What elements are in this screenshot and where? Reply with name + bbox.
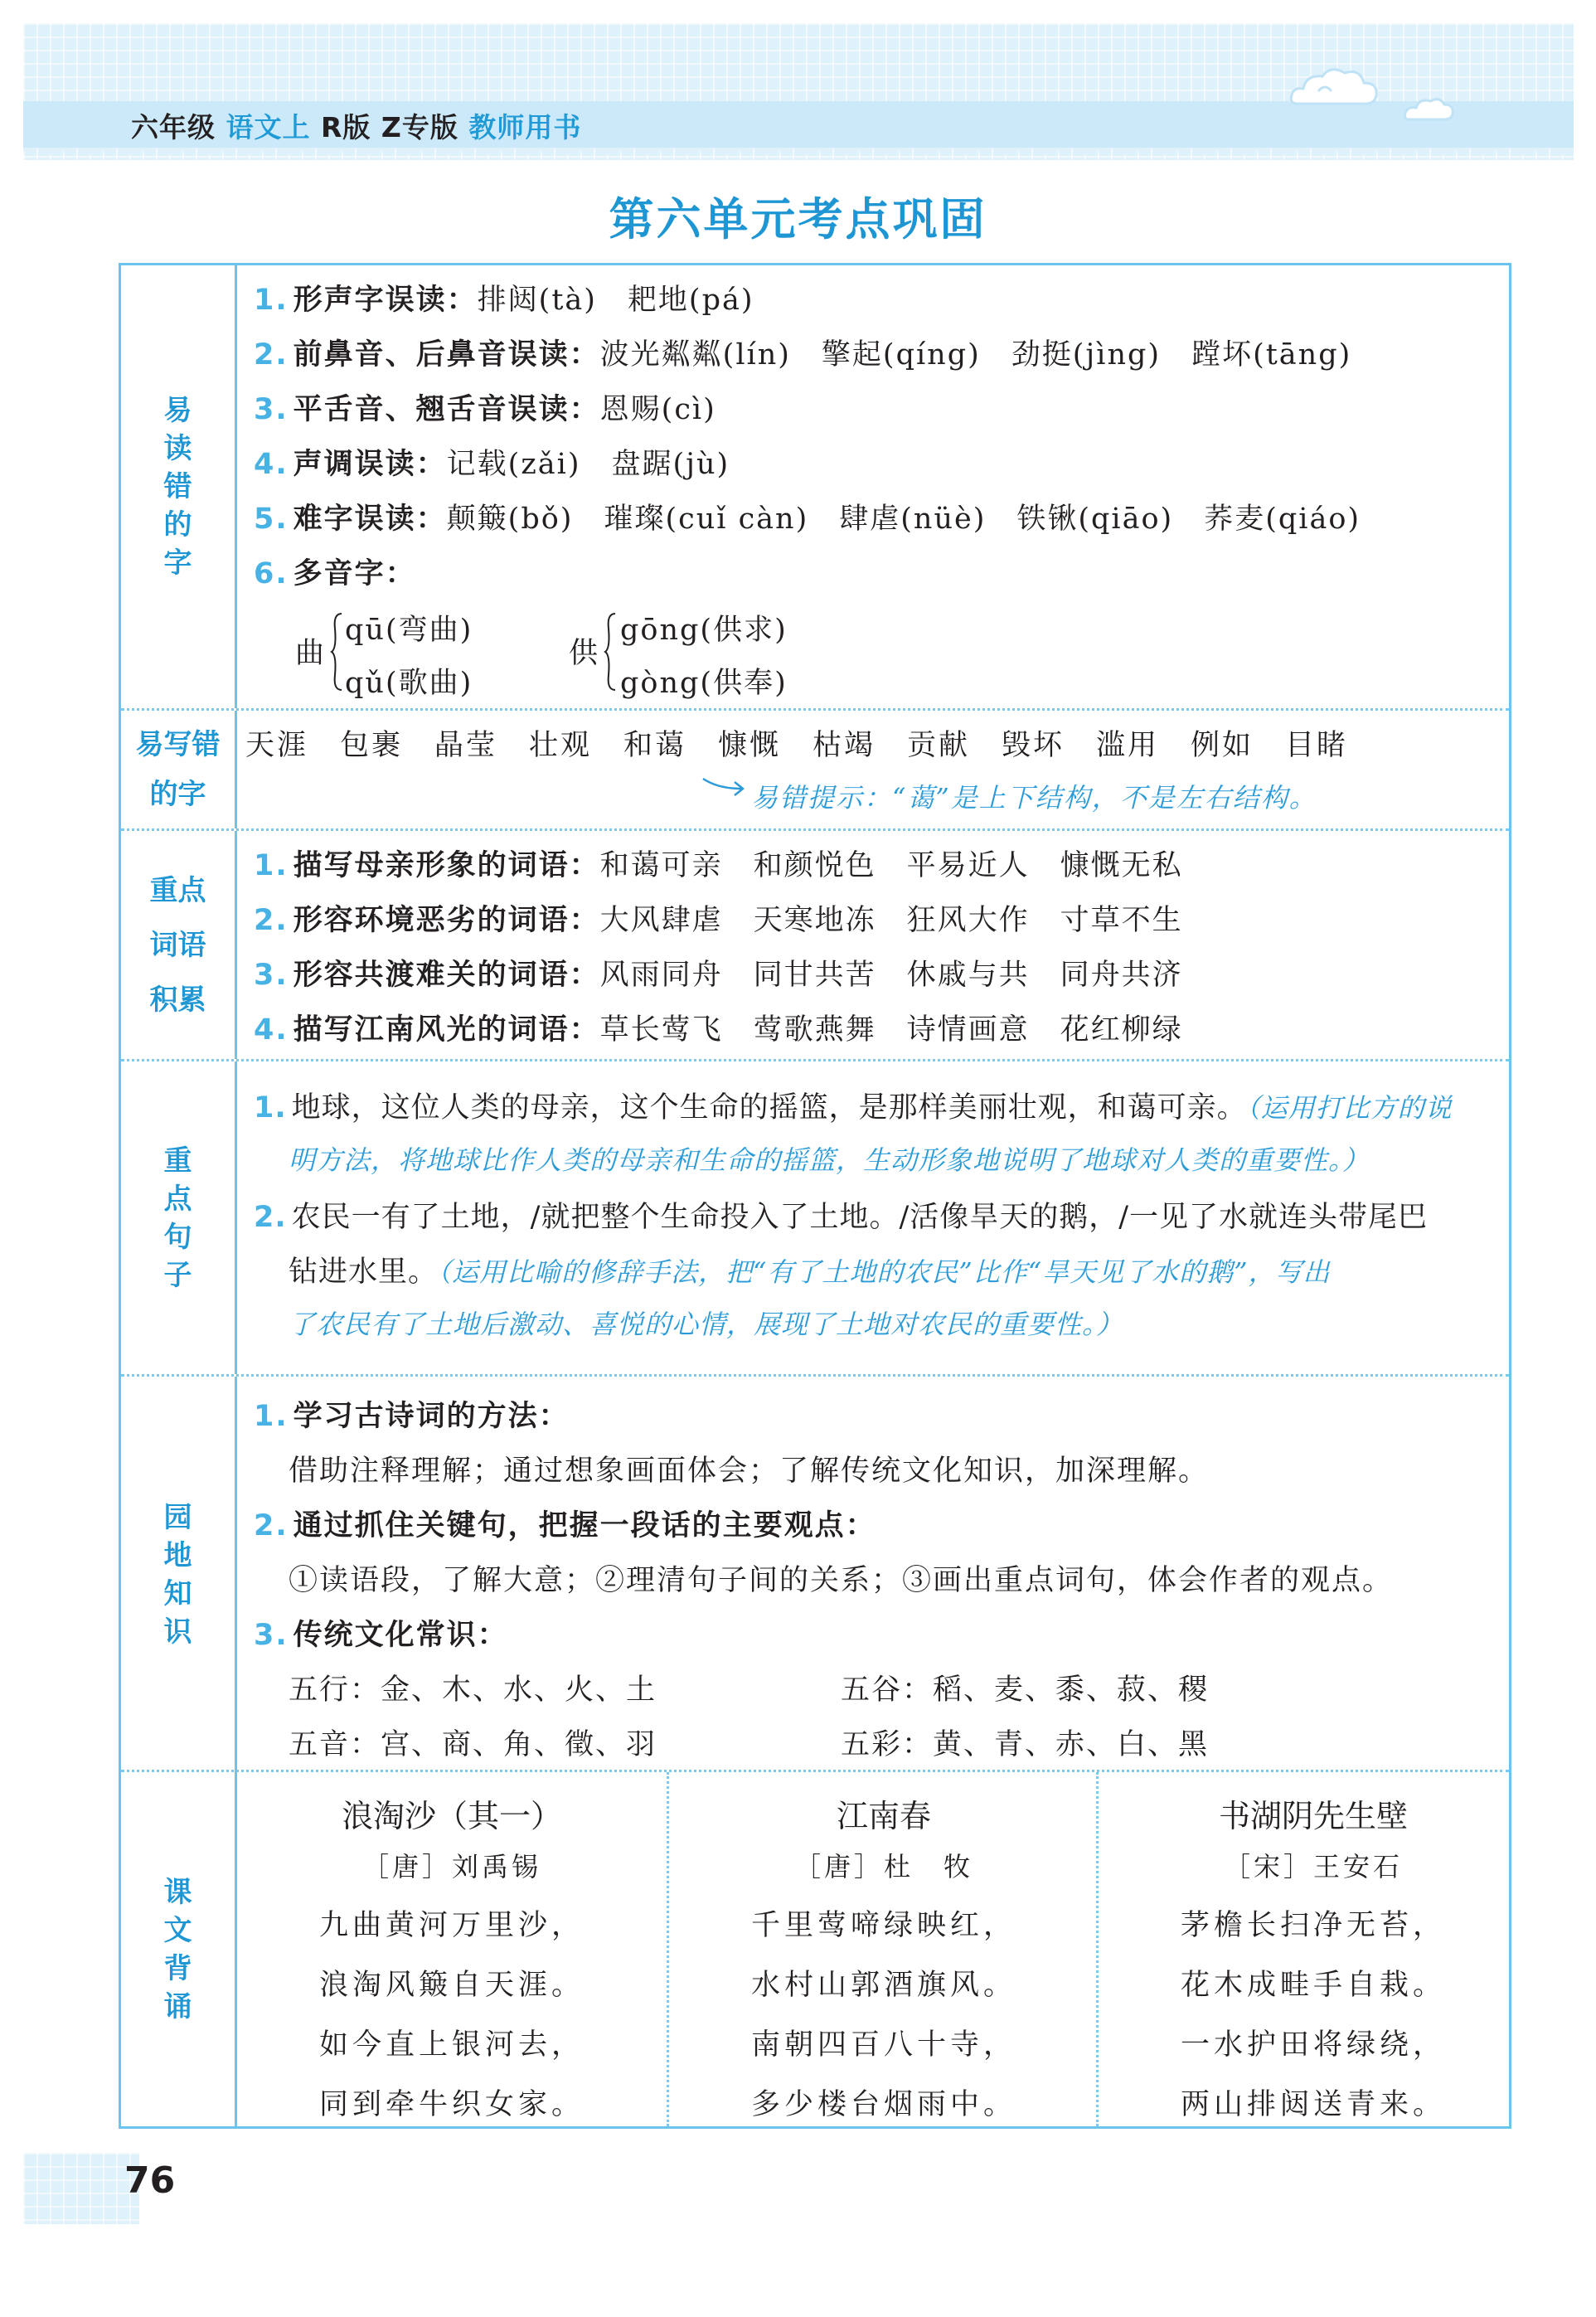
page-number: 76 [124, 2159, 176, 2202]
section-miswrite [121, 708, 1509, 828]
poem-title: 浪淘沙（其一） [341, 1798, 562, 1834]
section-sentences [121, 1059, 1509, 1374]
list-item: 3. 传统文化常识： [254, 1619, 508, 1652]
section-label: 积累 [149, 983, 206, 1017]
list-item: 6. 多音字： [254, 557, 416, 590]
list-item: 5. 难字误读：颠簸(bǒ) 璀璨(cuǐ càn) 肆虐(nüè) 铁锹(qiāo) 荞麦(qiáo) [254, 503, 1361, 536]
section-label: 课文背诵 [163, 1875, 192, 2023]
section-misread [121, 265, 1509, 708]
header-version: R版 Z专版 [321, 111, 458, 143]
list-item: 2. 通过抓住关键句，把握一段话的主要观点： [254, 1509, 876, 1542]
polyphone-reading: qǔ(歌曲) [345, 667, 473, 700]
list-item: 1. 形声字误读：排闼(tà) 耙地(pá) [254, 284, 754, 317]
list-detail: ①读语段，了解大意；②理清句子间的关系；③画出重点词句，体会作者的观点。 [289, 1564, 1394, 1597]
list-item: 2. 形容环境恶劣的词语：大风肆虐 天寒地冻 狂风大作 寸草不生 [254, 904, 1183, 937]
page-number-band [23, 2153, 139, 2224]
list-item: 3. 形容共渡难关的词语：风雨同舟 同甘共苦 休戚与共 同舟共济 [254, 959, 1183, 992]
poem-author: ［唐］刘禹锡 [361, 1851, 541, 1882]
table-bottom-border [1509, 1768, 1511, 2126]
polyphone-char: 曲 [295, 637, 325, 670]
word-list: 天涯 包裹 晶莹 壮观 和蔼 慷慨 枯竭 贡献 毁坏 滥用 例如 目睹 [245, 729, 1349, 762]
poem-author: ［唐］杜 牧 [793, 1851, 973, 1882]
section-label: 园地知识 [163, 1500, 192, 1649]
culture-item: 五行：金、木、水、火、土 [289, 1673, 657, 1707]
cloud-icon [1401, 93, 1459, 126]
poem-title: 江南春 [836, 1798, 931, 1834]
sentence-note: 了农民有了土地后激动、喜悦的心情，展现了土地对农民的重要性。） [289, 1309, 1124, 1340]
header-title [131, 106, 581, 145]
poem-line: 如今直上银河去， [318, 2028, 585, 2062]
section-label: 重点 [149, 873, 206, 907]
poem-title: 书湖阴先生壁 [1218, 1798, 1408, 1834]
poem [667, 1772, 1099, 2126]
arrow-icon [701, 774, 751, 802]
section-vocab [121, 828, 1509, 1059]
polyphone-reading: gòng(供奉) [620, 667, 788, 700]
polyphone-char: 供 [569, 637, 599, 670]
brace-icon [604, 612, 617, 692]
section-garden [121, 1374, 1509, 1772]
error-hint: 易错提示：“蔼”是上下结构，不是左右结构。 [751, 782, 1317, 814]
poem-line: 南朝四百八十寺， [750, 2028, 1016, 2062]
poem-line: 同到牵牛织女家。 [318, 2088, 585, 2121]
section-label: 易写错 [135, 728, 221, 761]
poem-author: ［宋］王安石 [1223, 1851, 1403, 1882]
poem-line: 九曲黄河万里沙， [318, 1909, 585, 1942]
poem-line: 两山排闼送青来。 [1180, 2088, 1446, 2121]
table-bottom-border [119, 1768, 121, 2126]
brace-icon [330, 612, 343, 692]
list-item: 1. 学习古诗词的方法： [254, 1400, 570, 1433]
sentence-2-cont: 钻进水里。（运用比喻的修辞手法，把“有了土地的农民”比作“旱天见了水的鹅”，写出 [289, 1256, 1331, 1289]
culture-item: 五谷：稻、麦、黍、菽、稷 [841, 1673, 1210, 1707]
table-bottom-border [119, 2126, 1511, 2129]
section-label: 重点句子 [163, 1144, 192, 1292]
list-item: 1. 描写母亲形象的词语：和蔼可亲 和颜悦色 平易近人 慷慨无私 [254, 849, 1183, 882]
poem [237, 1772, 667, 2126]
poem-line: 水村山郭酒旗风。 [750, 1969, 1016, 2002]
header-grade: 六年级 [131, 111, 216, 143]
header-wave [23, 148, 1574, 161]
culture-item: 五彩：黄、青、赤、白、黑 [841, 1728, 1210, 1761]
review-table [119, 263, 1511, 1771]
list-item: 3. 平舌音、翘舌音误读：恩赐(cì) [254, 393, 716, 426]
list-item: 4. 描写江南风光的词语：草长莺飞 莺歌燕舞 诗情画意 花红柳绿 [254, 1013, 1183, 1047]
list-item: 4. 声调误读：记载(zǎi) 盘踞(jù) [254, 448, 730, 481]
list-detail: 借助注释理解；通过想象画面体会；了解传统文化知识，加深理解。 [289, 1455, 1210, 1488]
cloud-icon [1285, 58, 1385, 116]
culture-item: 五音：宫、商、角、徵、羽 [289, 1728, 657, 1761]
list-item: 2. 前鼻音、后鼻音误读：波光粼粼(lín) 擎起(qíng) 劲挺(jìng) 蹚坏(tāng) [254, 338, 1352, 372]
section-label: 易读错的字 [163, 394, 192, 580]
polyphone-reading: qū(弯曲) [345, 614, 473, 647]
poem [1096, 1772, 1528, 2126]
section-label: 词语 [149, 928, 206, 962]
poem-line: 茅檐长扫净无苔， [1180, 1909, 1446, 1942]
section-recite-body [121, 1770, 1509, 2126]
sentence-1: 1. 地球，这位人类的母亲，这个生命的摇篮，是那样美丽壮观，和蔼可亲。（运用打比方的说 [254, 1091, 1453, 1124]
poem-line: 浪淘风簸自天涯。 [318, 1969, 585, 2002]
poem-line: 多少楼台烟雨中。 [750, 2088, 1016, 2121]
page-title: 第六单元考点巩固 [609, 193, 987, 245]
poem-line: 一水护田将绿绕， [1180, 2028, 1446, 2062]
poem-line: 千里莺啼绿映红， [750, 1909, 1016, 1942]
section-label: 的字 [149, 778, 206, 811]
polyphone-reading: gōng(供求) [620, 614, 788, 647]
sentence-note: 明方法，将地球比作人类的母亲和生命的摇篮，生动形象地说明了地球对人类的重要性。） [289, 1144, 1370, 1176]
header-book: 教师用书 [468, 111, 582, 143]
poem-line: 花木成畦手自栽。 [1180, 1969, 1446, 2002]
sentence-2: 2. 农民一有了土地，/就把整个生命投入了土地。/活像旱天的鹅，/一见了水就连头带尾巴 [254, 1201, 1429, 1234]
header-subject: 语文上 [226, 111, 311, 143]
